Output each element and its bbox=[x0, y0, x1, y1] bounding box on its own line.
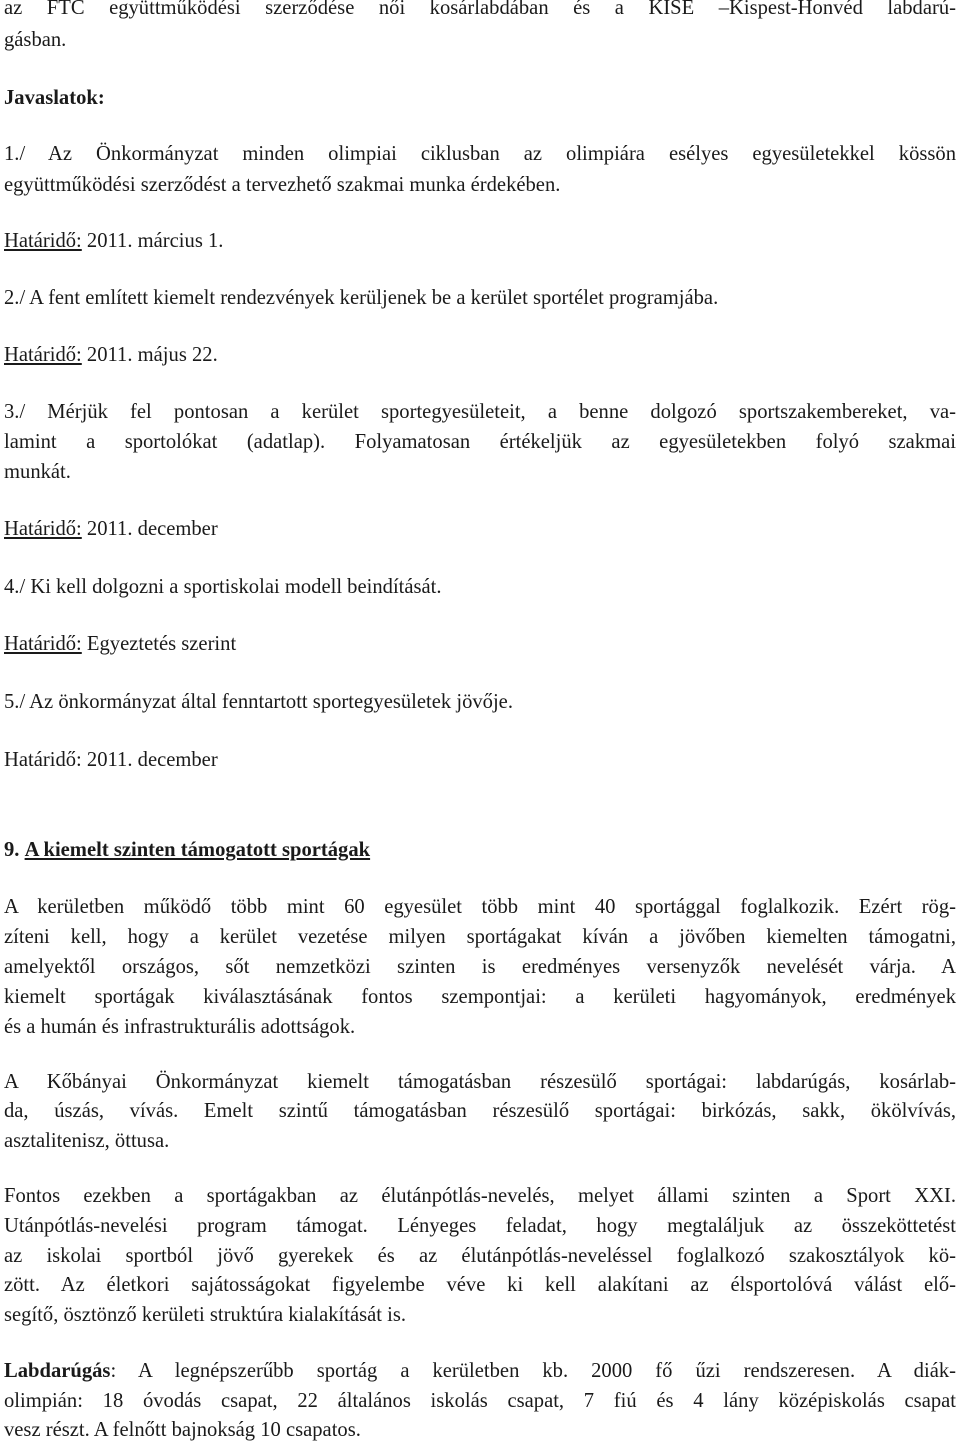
p4-line-1-rest: : A legnépszerűbb sportág a kerületben kb. 2000 fő űzi rendszeresen. A diák- bbox=[110, 1360, 956, 1382]
p1-line-1: A kerületben működő több mint 60 egyesület több mint 40 sportággal foglalkozik. Ezért rög- bbox=[4, 896, 956, 918]
deadline-label: Határidő: bbox=[4, 749, 82, 771]
item-1-deadline bbox=[4, 231, 223, 252]
item-5-deadline bbox=[4, 750, 218, 771]
p3-line-3: az iskolai sportból jövő gyerekek és az élutánpótlás-neveléssel foglalkozó szakosztályok kö- bbox=[4, 1245, 956, 1267]
deadline-value: 2011. május 22. bbox=[81, 344, 218, 366]
item-3-line-2: lamint a sportolókat (adatlap). Folyamatosan értékeljük az egyesületekben folyó szakmai bbox=[4, 431, 956, 453]
p1-line-4: kiemelt sportágak kiválasztásának fontos szempontjai: a kerületi hagyományok, eredmények bbox=[4, 986, 956, 1008]
deadline-value: 2011. december bbox=[81, 518, 218, 540]
item-3-line-3: munkát. bbox=[4, 461, 71, 483]
p4-line-1 bbox=[4, 1361, 956, 1382]
p4-bold-term: Labdarúgás bbox=[4, 1360, 111, 1382]
deadline-label: Határidő: bbox=[4, 230, 82, 252]
intro-line-2: gásban. bbox=[4, 29, 67, 51]
p3-line-2: Utánpótlás-nevelési program támogat. Lényeges feladat, hogy megtaláljuk az összeköttetést bbox=[4, 1215, 956, 1237]
p1-line-2: zíteni kell, hogy a kerület vezetése milyen sportágakat kíván a jövőben kiemelten támogatni, bbox=[4, 926, 956, 948]
item-3-line-1: 3./ Mérjük fel pontosan a kerület sportegyesületeit, a benne dolgozó sportszakembereket, va- bbox=[4, 401, 956, 423]
item-2-deadline bbox=[4, 345, 218, 366]
p2-line-2: da, úszás, vívás. Emelt szintű támogatásban részesülő sportágai: birkózás, sakk, ökölvívás, bbox=[4, 1100, 956, 1122]
deadline-value: Egyeztetés szerint bbox=[81, 633, 237, 655]
p3-line-5: segítő, ösztönző kerületi struktúra kialakítását is. bbox=[4, 1304, 407, 1326]
item-2-line-1: 2./ A fent említett kiemelt rendezvények kerüljenek be a kerület sportélet programjába. bbox=[4, 287, 719, 309]
item-3-deadline bbox=[4, 519, 218, 540]
section-title: A kiemelt szinten támogatott sportágak bbox=[24, 839, 371, 861]
deadline-value: 2011. március 1. bbox=[81, 230, 224, 252]
deadline-label: Határidő: bbox=[4, 633, 82, 655]
javaslatok-heading: Javaslatok: bbox=[4, 87, 105, 109]
section-number: 9. bbox=[4, 839, 20, 861]
p1-line-5: és a humán és infrastrukturális adottságok. bbox=[4, 1016, 356, 1038]
p2-line-1: A Kőbányai Önkormányzat kiemelt támogatásban részesülő sportágai: labdarúgás, kosárlab- bbox=[4, 1071, 956, 1093]
item-1-line-2: együttműködési szerződést a tervezhető szakmai munka érdekében. bbox=[4, 174, 561, 196]
p2-line-3: asztalitenisz, öttusa. bbox=[4, 1130, 170, 1152]
item-4-deadline bbox=[4, 634, 236, 655]
deadline-label: Határidő: bbox=[4, 518, 82, 540]
item-5-line-1: 5./ Az önkormányzat által fenntartott sportegyesületek jövője. bbox=[4, 691, 513, 713]
p3-line-1: Fontos ezekben a sportágakban az élutánpótlás-nevelés, melyet állami szinten a Sport XXI. bbox=[4, 1185, 956, 1207]
item-4-line-1: 4./ Ki kell dolgozni a sportiskolai modell beindítását. bbox=[4, 576, 442, 598]
p1-line-3: amelyektől országos, sőt nemzetközi szinten is eredményes versenyzők nevelését várja. A bbox=[4, 956, 956, 978]
p4-line-3: vesz részt. A felnőtt bajnokság 10 csapatos. bbox=[4, 1419, 361, 1441]
deadline-label: Határidő: bbox=[4, 344, 82, 366]
intro-line-1: az FTC együttműködési szerződése női kosárlabdában és a KISE –Kispest-Honvéd labdarú- bbox=[4, 0, 956, 19]
deadline-value: 2011. december bbox=[81, 749, 218, 771]
p3-line-4: zött. Az életkori sajátosságokat figyelembe véve ki kell alakítani az élsportolóvá válást elő- bbox=[4, 1274, 956, 1296]
section-9-heading bbox=[4, 840, 370, 861]
p4-line-2: olimpián: 18 óvodás csapat, 22 általános iskolás csapat, 7 fiú és 4 lány középiskolás csapat bbox=[4, 1390, 956, 1412]
item-1-line-1: 1./ Az Önkormányzat minden olimpiai ciklusban az olimpiára esélyes egyesületekkel kössön bbox=[4, 143, 956, 165]
